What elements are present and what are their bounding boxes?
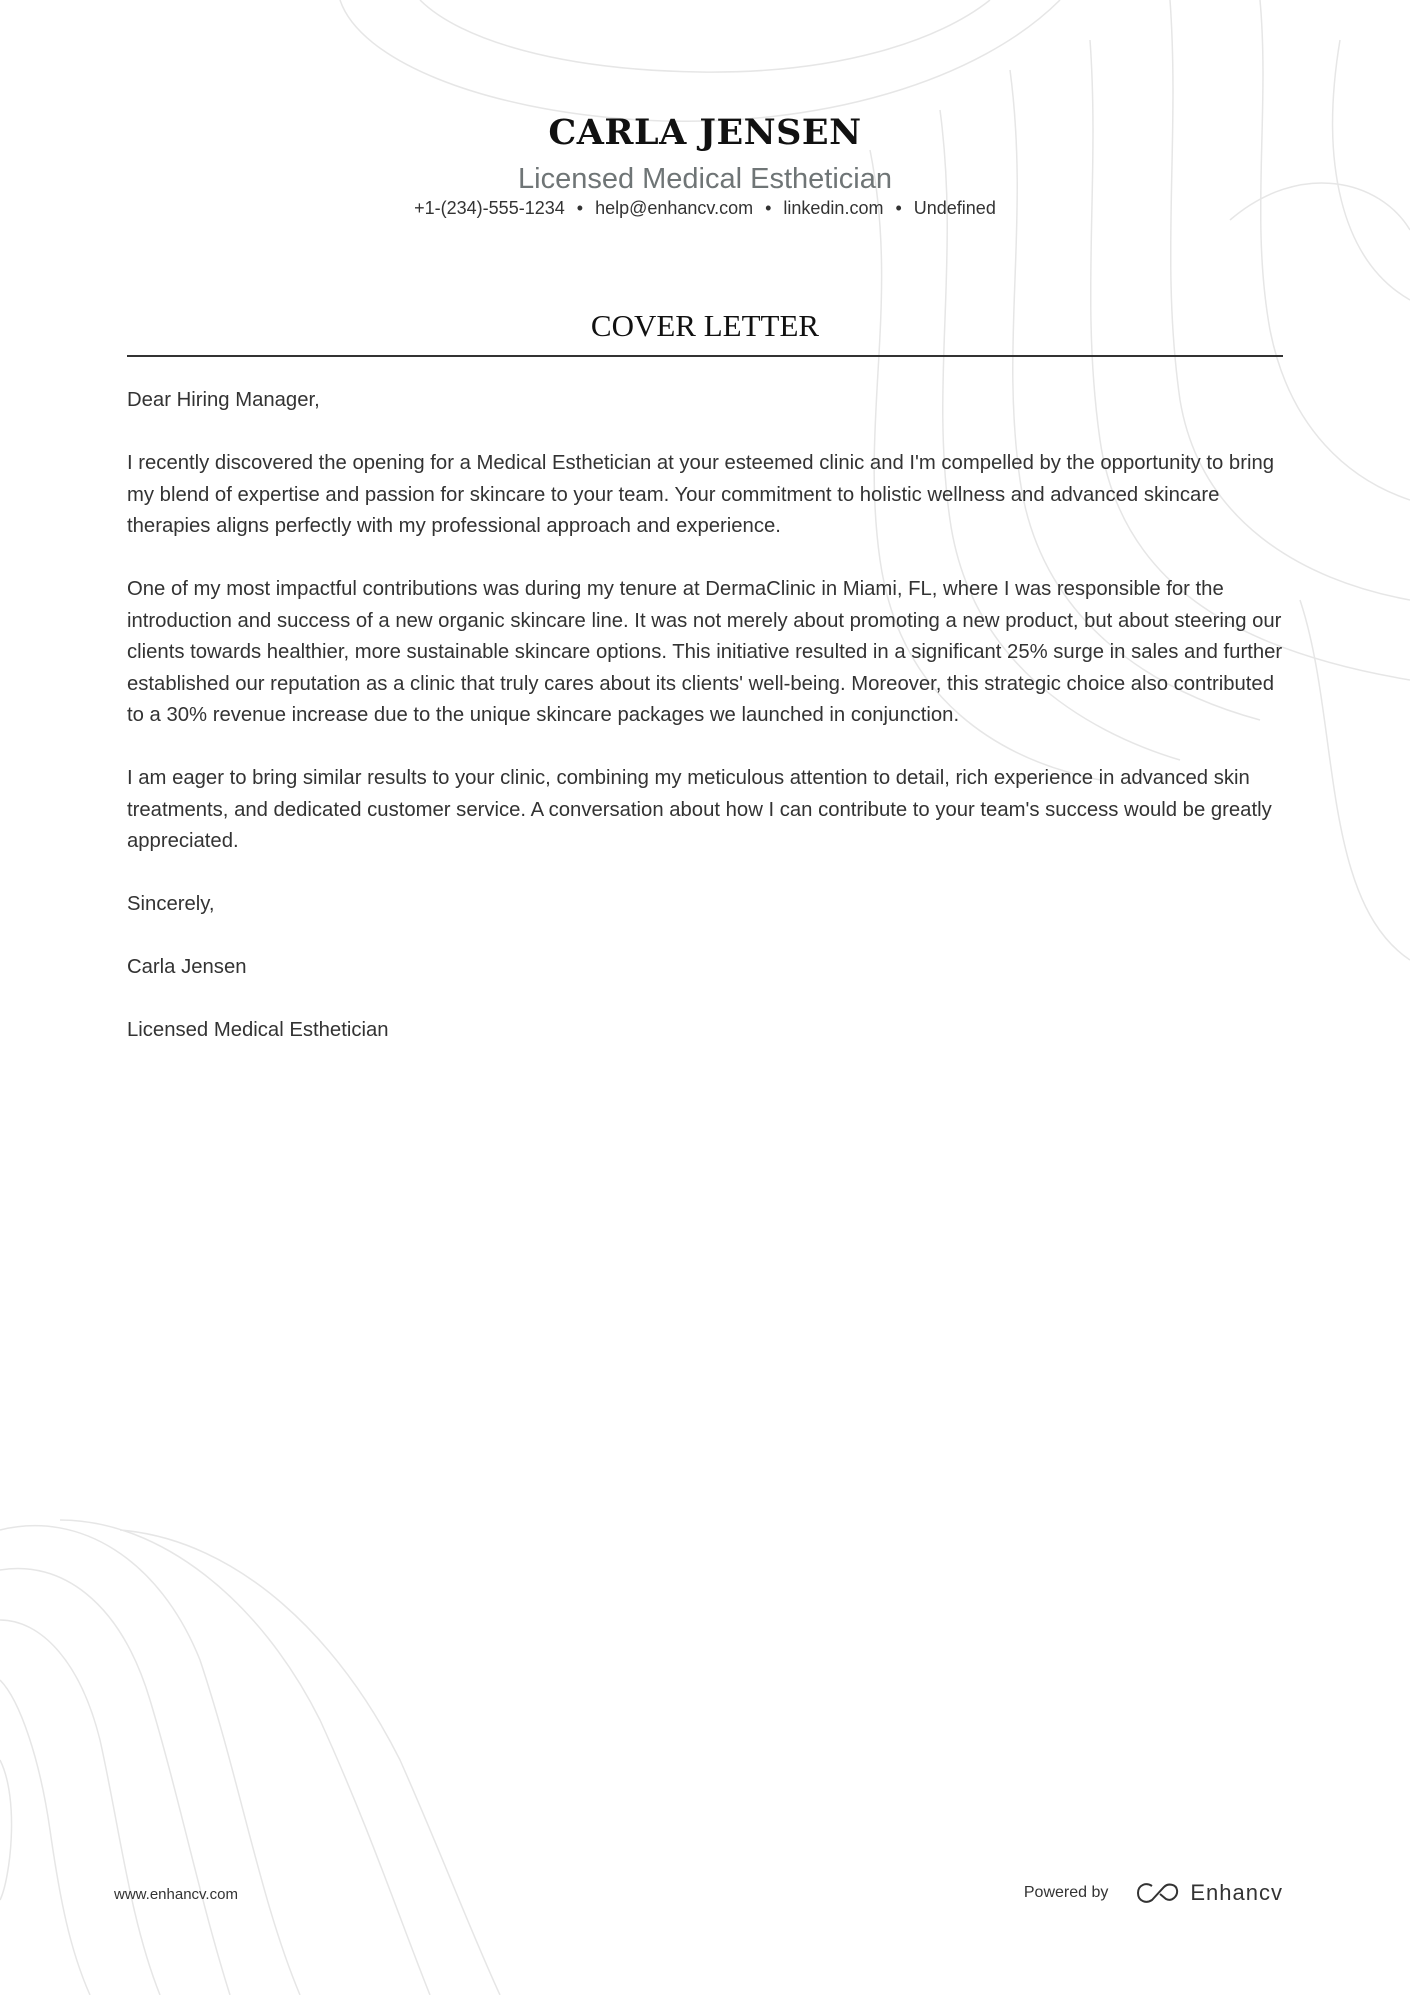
section-divider (127, 355, 1283, 357)
contact-line (0, 198, 1410, 219)
powered-by (1024, 1880, 1283, 1906)
separator: • (895, 198, 902, 218)
enhancv-logo-icon (1136, 1881, 1180, 1905)
powered-by-label: Powered by (1023, 1884, 1109, 1901)
enhancv-brand: Enhancv (1190, 1880, 1283, 1905)
separator: • (765, 198, 772, 218)
applicant-name: CARLA JENSEN (548, 112, 862, 153)
location: Undefined (913, 198, 996, 218)
closing: Sincerely, (127, 893, 215, 915)
phone: +1-(234)-555-1234 (414, 198, 565, 218)
website-link[interactable]: www.enhancv.com (114, 1886, 238, 1903)
letter-body (127, 385, 1287, 1078)
signature-name: Carla Jensen (127, 956, 247, 978)
paragraph: One of my most impactful contributions was during my tenure at DermaClinic in Miami, FL, where I was responsible for the introduction and success of a new organic skincare line. It was not merely about promoting a new product, but about steering our clients towards healthier, more sustainable skincare options. This initiative resulted in a significant 25% surge in sales and further established our reputation as a clinic that truly cares about its clients' well-being. Moreover, this strategic choice also contributed to a 30% revenue increase due to the unique skincare packages we launched in conjunction. (127, 578, 1283, 726)
signature-title: Licensed Medical Esthetician (127, 1019, 389, 1041)
separator: • (576, 198, 584, 218)
paragraph: I recently discovered the opening for a Medical Esthetician at your esteemed clinic and I'm compelled by the opportunity to bring my blend of expertise and passion for skincare to your team. Your commitment to holistic wellness and advanced skincare therapies aligns perfectly with my professional approach and experience. (127, 452, 1275, 537)
section-title: COVER LETTER (590, 308, 820, 343)
email-link[interactable]: help@enhancv.com (595, 198, 754, 218)
greeting: Dear Hiring Manager, (127, 389, 320, 411)
paragraph: I am eager to bring similar results to your clinic, combining my meticulous attention to detail, rich experience in advanced skin treatments, and dedicated customer service. A conversation about how I can contribute to your team's success would be greatly appreciated. (127, 767, 1272, 852)
applicant-title: Licensed Medical Esthetician (518, 163, 892, 195)
linkedin-link[interactable]: linkedin.com (783, 198, 884, 218)
